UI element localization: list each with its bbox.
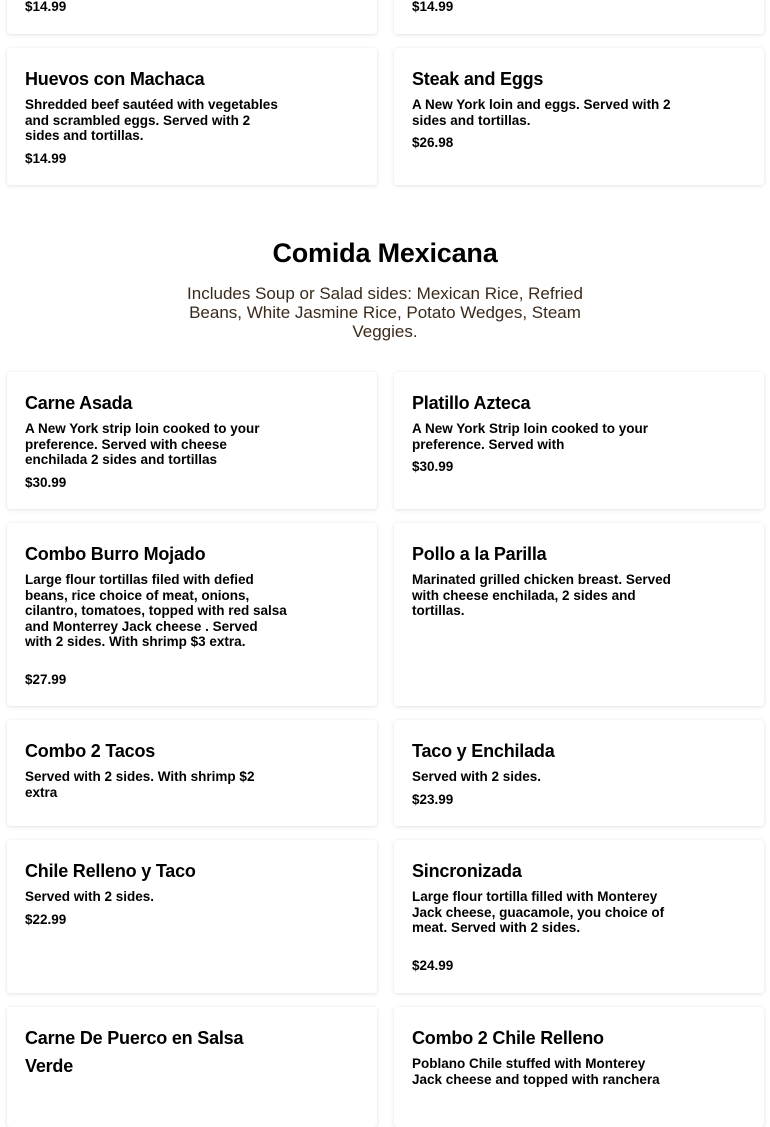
menu-item-card[interactable] bbox=[394, 720, 764, 826]
menu-item-card[interactable] bbox=[7, 840, 377, 993]
menu-item-price: $24.99 bbox=[412, 958, 454, 973]
menu-item-name: Combo 2 Chile Relleno bbox=[412, 1028, 604, 1048]
menu-item-price: $22.99 bbox=[25, 912, 67, 927]
menu-item-card[interactable] bbox=[394, 840, 764, 993]
menu-item-price: $26.98 bbox=[412, 135, 454, 150]
menu-item-description: Large flour tortillas filed with defied beans, rice choice of meat, onions, cilantro, tomatoes, topped with red salsa and Monterrey Jack cheese . Served with 2 sides. With shrimp $3 extra. bbox=[25, 572, 287, 649]
menu-item-name: Carne Asada bbox=[25, 393, 133, 413]
menu-item-name: Pollo a la Parilla bbox=[412, 544, 547, 564]
menu-item-description: Served with 2 sides. With shrimp $2 extra bbox=[25, 769, 255, 800]
menu-item-card[interactable] bbox=[394, 523, 764, 706]
menu-item-name: Combo 2 Tacos bbox=[25, 741, 156, 761]
menu-item-name: Taco y Enchilada bbox=[412, 741, 555, 761]
menu-item-description: Large flour tortilla filled with Monterey Jack cheese, guacamole, you choice of meat. Served with 2 sides. bbox=[412, 889, 665, 935]
menu-item-name: Carne De Puerco en Salsa Verde bbox=[25, 1028, 244, 1076]
menu-item-card[interactable] bbox=[7, 720, 377, 826]
menu-item-description: Served with 2 sides. bbox=[25, 889, 155, 904]
menu-item-description: Shredded beef sautéed with vegetables and scrambled eggs. Served with 2 sides and tortillas. bbox=[25, 97, 278, 143]
menu-item-name: Platillo Azteca bbox=[412, 393, 531, 413]
menu-item-description: A New York strip loin cooked to your preference. Served with cheese enchilada 2 sides and tortillas bbox=[25, 421, 260, 467]
menu-item-description: A New York loin and eggs. Served with 2 sides and tortillas. bbox=[412, 97, 671, 128]
menu-item-card[interactable] bbox=[394, 0, 764, 34]
menu-item-price: $30.99 bbox=[412, 459, 454, 474]
menu-item-description: Served with 2 sides. bbox=[412, 769, 542, 784]
menu-item-card[interactable] bbox=[394, 48, 764, 185]
menu-item-card[interactable] bbox=[394, 372, 764, 509]
menu-item-price: $23.99 bbox=[412, 792, 454, 807]
menu-item-name: Combo Burro Mojado bbox=[25, 544, 206, 564]
menu-item-name: Chile Relleno y Taco bbox=[25, 861, 196, 881]
menu-item-card[interactable] bbox=[394, 1007, 764, 1127]
menu-item-name: Huevos con Machaca bbox=[25, 69, 205, 89]
menu-item-name: Steak and Eggs bbox=[412, 69, 544, 89]
menu-item-price: $14.99 bbox=[25, 151, 67, 166]
menu-item-price: $14.99 bbox=[25, 0, 67, 14]
menu-item-description: Poblano Chile stuffed with Monterey Jack cheese and topped with ranchera bbox=[412, 1056, 660, 1087]
section-title: Comida Mexicana bbox=[272, 238, 498, 268]
menu-item-price: $14.99 bbox=[412, 0, 454, 14]
menu-item-price: $27.99 bbox=[25, 672, 67, 687]
menu-item-card[interactable] bbox=[7, 372, 377, 509]
menu-item-card[interactable] bbox=[7, 48, 377, 185]
menu-item-card[interactable] bbox=[7, 1007, 377, 1127]
section-subtitle: Includes Soup or Salad sides: Mexican Rice, Refried Beans, White Jasmine Rice, Potato Wedges, Steam Veggies. bbox=[187, 284, 583, 341]
menu-item-name: Sincronizada bbox=[412, 861, 522, 881]
menu-item-description: Marinated grilled chicken breast. Served with cheese enchilada, 2 sides and tortillas. bbox=[412, 572, 671, 618]
menu-item-card[interactable] bbox=[7, 0, 377, 34]
menu-item-price: $30.99 bbox=[25, 475, 67, 490]
menu-item-card[interactable] bbox=[7, 523, 377, 706]
menu-item-description: A New York Strip loin cooked to your preference. Served with bbox=[412, 421, 649, 452]
